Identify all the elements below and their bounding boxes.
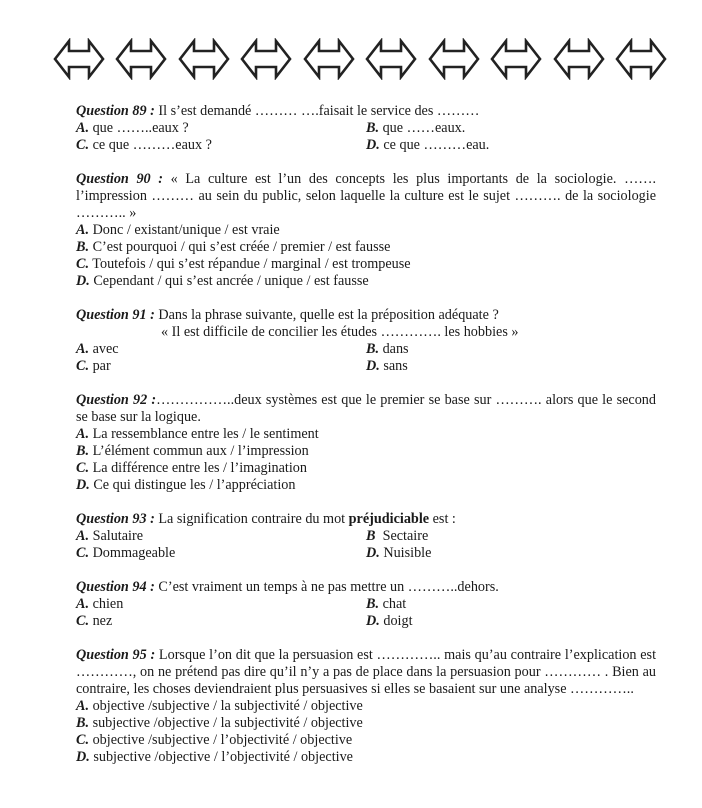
option-letter: A. [76, 222, 90, 238]
option-c [76, 613, 366, 630]
option-letter: C. [76, 256, 90, 272]
question-stem [76, 392, 656, 426]
option-letter: A. [76, 698, 90, 714]
option-b [366, 528, 656, 545]
double-headed-arrow-icon [177, 38, 231, 80]
option-a [76, 596, 366, 613]
option-c [76, 358, 366, 375]
option-d [366, 545, 656, 562]
option-text: chien [89, 596, 124, 612]
option-text: Cependant / qui s’est ancrée / unique / est fausse [89, 273, 369, 289]
option-letter: D. [76, 273, 90, 289]
arrow-decoration-row [52, 38, 668, 80]
option-b [76, 239, 656, 256]
question-text: « La culture est l’un des concepts les plus importants de la sociologie. ……. l’impression ……… au sein du public, selon laquelle la culture est le sujet ………. de la sociologie ……….. » [76, 171, 657, 221]
question-stem [76, 511, 656, 528]
question-93 [76, 511, 656, 562]
double-headed-arrow-icon [52, 38, 106, 80]
question-text: ……………..deux systèmes est que le premier se base sur ………. alors que le second se base sur la logique. [76, 392, 656, 425]
question-95 [76, 647, 656, 766]
question-text: C’est vraiment un temps à ne pas mettre un ………..dehors. [154, 579, 499, 595]
question-stem [76, 171, 656, 222]
double-headed-arrow-icon [427, 38, 481, 80]
question-label: Question 91 : [76, 307, 155, 323]
question-91 [76, 307, 656, 375]
option-text: ce que ………eaux ? [89, 137, 212, 153]
option-letter: C. [76, 545, 90, 561]
option-letter: D. [366, 545, 380, 561]
option-letter: B. [76, 715, 90, 731]
option-letter: C. [76, 358, 90, 374]
option-b [366, 341, 656, 358]
option-letter: D. [366, 358, 380, 374]
question-text: Lorsque l’on dit que la persuasion est ………….. mais qu’au contraire l’explication est …………, on ne prétend pas dire qu’il n’y a pas de place dans la persuasion pour ………… . Bien au contraire, les choses deviendraient plus persuasives si elles se basaient sur une analyse ………….. [76, 647, 657, 697]
option-text: dans [379, 341, 409, 357]
option-b [366, 596, 656, 613]
option-text: La différence entre les / l’imagination [89, 460, 307, 476]
option-d [366, 613, 656, 630]
option-text: ce que ………eau. [379, 137, 490, 153]
option-a [76, 698, 656, 715]
option-letter: B [366, 528, 376, 544]
double-headed-arrow-icon [302, 38, 356, 80]
option-b [76, 443, 656, 460]
question-89 [76, 103, 656, 154]
option-text: que ……..eaux ? [89, 120, 189, 136]
option-text: avec [89, 341, 119, 357]
question-label: Question 93 : [76, 511, 155, 527]
double-headed-arrow-icon [614, 38, 668, 80]
option-b [366, 120, 656, 137]
option-c [76, 732, 656, 749]
option-text: L’élément commun aux / l’impression [89, 443, 309, 459]
option-text: que ……eaux. [379, 120, 466, 136]
question-label: Question 90 : [76, 171, 164, 187]
option-text: doigt [379, 613, 413, 629]
question-text-end: est : [429, 511, 456, 527]
option-letter: B. [76, 239, 90, 255]
option-c [76, 137, 366, 154]
option-letter: A. [76, 596, 90, 612]
option-a [76, 341, 366, 358]
question-92 [76, 392, 656, 494]
option-letter: B. [76, 443, 90, 459]
option-letter: D. [76, 477, 90, 493]
option-a [76, 120, 366, 137]
question-stem [76, 579, 656, 596]
double-headed-arrow-icon [114, 38, 168, 80]
option-d [366, 358, 656, 375]
option-letter: D. [76, 749, 90, 765]
double-headed-arrow-icon [489, 38, 543, 80]
question-label: Question 94 : [76, 579, 155, 595]
option-text: Toutefois / qui s’est répandue / marginal / est trompeuse [89, 256, 411, 272]
question-94 [76, 579, 656, 630]
option-letter: C. [76, 613, 90, 629]
question-text: Dans la phrase suivante, quelle est la préposition adéquate ? [154, 307, 499, 323]
option-b [76, 715, 656, 732]
option-text: Donc / existant/unique / est vraie [89, 222, 280, 238]
option-letter: D. [366, 137, 380, 153]
option-letter: A. [76, 426, 90, 442]
option-text: Nuisible [379, 545, 432, 561]
question-label: Question 95 : [76, 647, 156, 663]
option-text: C’est pourquoi / qui s’est créée / premier / est fausse [89, 239, 391, 255]
option-c [76, 545, 366, 562]
double-headed-arrow-icon [364, 38, 418, 80]
option-letter: A. [76, 528, 90, 544]
option-text: Salutaire [89, 528, 143, 544]
option-text: objective /subjective / la subjectivité / objective [89, 698, 363, 714]
option-text: objective /subjective / l’objectivité / objective [89, 732, 353, 748]
option-a [76, 528, 366, 545]
option-letter: A. [76, 120, 90, 136]
option-d [366, 137, 656, 154]
option-letter: C. [76, 137, 90, 153]
option-letter: B. [366, 341, 380, 357]
double-headed-arrow-icon [239, 38, 293, 80]
option-text: La ressemblance entre les / le sentiment [89, 426, 319, 442]
option-letter: B. [366, 596, 380, 612]
option-text: subjective /objective / la subjectivité / objective [89, 715, 363, 731]
question-text: Il s’est demandé ……… ….faisait le service des ……… [154, 103, 480, 119]
option-a [76, 426, 656, 443]
question-keyword: préjudiciable [348, 511, 430, 527]
option-text: Dommageable [89, 545, 176, 561]
double-headed-arrow-icon [552, 38, 606, 80]
option-letter: B. [366, 120, 380, 136]
option-c [76, 460, 656, 477]
option-text: sans [379, 358, 408, 374]
question-list [76, 103, 656, 783]
option-a [76, 222, 656, 239]
option-letter: D. [366, 613, 380, 629]
option-text: nez [89, 613, 113, 629]
option-text: Ce qui distingue les / l’appréciation [89, 477, 296, 493]
option-d [76, 273, 656, 290]
question-quote: « Il est difficile de concilier les études …………. les hobbies » [161, 324, 519, 340]
option-letter: A. [76, 341, 90, 357]
question-stem [76, 647, 656, 698]
option-letter: C. [76, 460, 90, 476]
option-text: chat [379, 596, 407, 612]
question-label: Question 89 : [76, 103, 155, 119]
option-text: subjective /objective / l’objectivité / objective [89, 749, 353, 765]
option-letter: C. [76, 732, 90, 748]
question-stem [76, 103, 656, 120]
option-c [76, 256, 656, 273]
question-90 [76, 171, 656, 290]
option-text: par [89, 358, 111, 374]
question-text: La signification contraire du mot [154, 511, 349, 527]
question-stem [76, 307, 656, 324]
option-text: Sectaire [375, 528, 429, 544]
option-d [76, 477, 656, 494]
option-d [76, 749, 656, 766]
question-label: Question 92 : [76, 392, 157, 408]
